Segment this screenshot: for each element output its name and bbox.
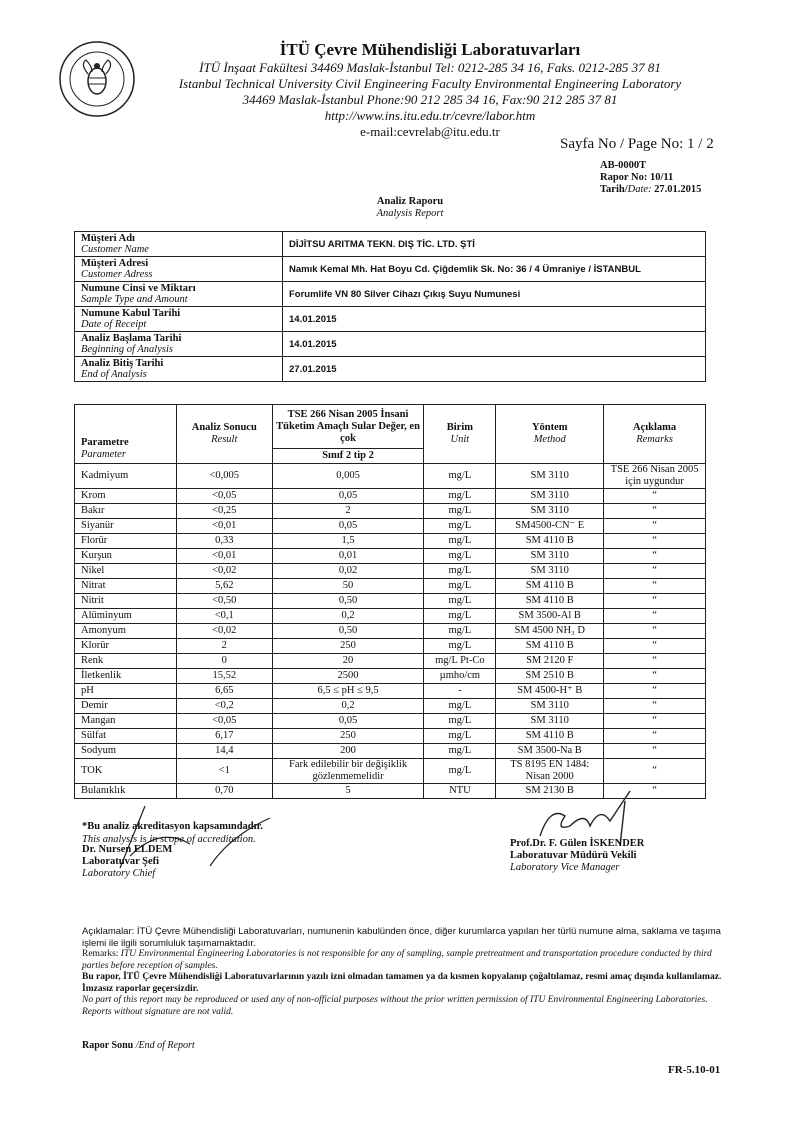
cell-method: SM 3110: [496, 549, 604, 564]
doc-code: AB-0000T: [600, 160, 647, 171]
cell-method: SM 4110 B: [496, 639, 604, 654]
cell-result: <0,05: [176, 714, 272, 729]
cell-result: 0: [176, 654, 272, 669]
cell-limit: 0,05: [272, 519, 424, 534]
cell-method: SM 4500-H⁺ B: [496, 684, 604, 699]
cell-limit: 2500: [272, 669, 424, 684]
col-header-result: Analiz Sonucu Result: [176, 405, 272, 464]
cell-method: SM 3110: [496, 504, 604, 519]
cell-param: Mangan: [75, 714, 177, 729]
result-row: [75, 594, 706, 609]
cell-result: 0,70: [176, 784, 272, 799]
cell-limit: 6,5 ≤ pH ≤ 9,5: [272, 684, 424, 699]
report-number: Rapor No: 10/11: [600, 172, 674, 183]
result-row: [75, 549, 706, 564]
footer-disclaimer: Açıklamalar: İTÜ Çevre Mühendisliği Laboratuvarları, numunenin kabulünden önce, diğer kurumlarca yapılan her türlü numune alma, saklama ve taşıma işlemi ile ilgili sorumluluk taşımamaktadır. Remarks: ITU Environmental Engineering Laboratories is not responsible for any of sampling, sample pretreatment and transportation procedure conducted by third parties before reception of samples. Bu rapor, İTÜ Çevre Mühendisliği Laboratuvarlarının yazılı izni olmadan tamamen ya da kısmen kopyalanıp çoğaltılamaz, resmi amaç dışında kullanılamaz. İmzasız raporlar geçersizdir. No part of this report may be reproduced or used any of non-official purposes without the prior written permission of ITU Environmental Engineering Laboratories. Reports without signature are not valid.: [82, 926, 722, 1017]
cell-remarks: TSE 266 Nisan 2005 için uygundur: [604, 464, 706, 489]
cell-method: SM 3110: [496, 714, 604, 729]
result-row: [75, 699, 706, 714]
report-title: Analiz Raporu Analysis Report: [376, 196, 444, 219]
cell-method: TS 8195 EN 1484: Nisan 2000: [496, 759, 604, 784]
cell-unit: mg/L: [424, 489, 496, 504]
cell-remarks: “: [604, 624, 706, 639]
cell-limit: 0,02: [272, 564, 424, 579]
col-header-unit: Birim Unit: [424, 405, 496, 464]
cell-result: <0,01: [176, 519, 272, 534]
result-row: [75, 534, 706, 549]
result-row: [75, 609, 706, 624]
cell-result: <0,2: [176, 699, 272, 714]
cell-limit: 50: [272, 579, 424, 594]
report-date: Tarih/Date: 27.01.2015: [600, 184, 702, 195]
cell-param: Bulanıklık: [75, 784, 177, 799]
report-refs: [600, 160, 701, 196]
cell-remarks: “: [604, 549, 706, 564]
cell-result: 6,65: [176, 684, 272, 699]
cell-result: 6,17: [176, 729, 272, 744]
accreditation-note: *Bu analiz akreditasyon kapsamındadır. This analysis is in scope of accreditation.: [82, 821, 263, 845]
cell-result: <0,01: [176, 549, 272, 564]
result-row: [75, 519, 706, 534]
cell-remarks: “: [604, 714, 706, 729]
info-label: Numune Kabul Tarihi Date of Receipt: [75, 307, 283, 332]
info-label: Müşteri Adı Customer Name: [75, 232, 283, 257]
cell-limit: 0,50: [272, 594, 424, 609]
form-code: FR-5.10-01: [668, 1064, 721, 1076]
customer-info-table: [74, 231, 706, 382]
cell-unit: mg/L: [424, 714, 496, 729]
cell-method: SM 4110 B: [496, 579, 604, 594]
cell-param: Kadmiyum: [75, 464, 177, 489]
cell-param: Klorür: [75, 639, 177, 654]
cell-unit: µmho/cm: [424, 669, 496, 684]
cell-unit: -: [424, 684, 496, 699]
cell-unit: mg/L: [424, 729, 496, 744]
cell-result: 5,62: [176, 579, 272, 594]
result-row: [75, 504, 706, 519]
cell-unit: mg/L: [424, 699, 496, 714]
lab-email[interactable]: e-mail:cevrelab@itu.edu.tr: [360, 124, 500, 139]
cell-result: 14,4: [176, 744, 272, 759]
cell-method: SM 3110: [496, 699, 604, 714]
cell-method: SM 3110: [496, 489, 604, 504]
cell-remarks: “: [604, 579, 706, 594]
cell-result: <0,02: [176, 564, 272, 579]
cell-limit: 20: [272, 654, 424, 669]
result-row: [75, 579, 706, 594]
cell-param: Nitrat: [75, 579, 177, 594]
cell-param: Nitrit: [75, 594, 177, 609]
cell-remarks: “: [604, 784, 706, 799]
cell-limit: 250: [272, 729, 424, 744]
cell-remarks: “: [604, 729, 706, 744]
itu-seal-logo: [58, 40, 136, 118]
cell-param: Siyanür: [75, 519, 177, 534]
info-value: 14.01.2015: [283, 332, 706, 357]
cell-param: Demir: [75, 699, 177, 714]
page-number: Sayfa No / Page No: 1 / 2: [560, 136, 714, 152]
results-table: [74, 404, 706, 799]
col-header-limit: TSE 266 Nisan 2005 İnsani Tüketim Amaçlı Sular Değer, en çok: [272, 405, 424, 449]
cell-result: <0,02: [176, 624, 272, 639]
info-value: DİJİTSU ARITMA TEKN. DIŞ TİC. LTD. ŞTİ: [283, 232, 706, 257]
cell-param: Nikel: [75, 564, 177, 579]
info-row: [75, 232, 706, 257]
cell-remarks: “: [604, 639, 706, 654]
cell-limit: 0,005: [272, 464, 424, 489]
info-value: 27.01.2015: [283, 357, 706, 382]
cell-result: <0,25: [176, 504, 272, 519]
cell-param: Krom: [75, 489, 177, 504]
cell-unit: NTU: [424, 784, 496, 799]
cell-remarks: “: [604, 489, 706, 504]
end-of-report: Rapor Sonu /End of Report: [82, 1040, 195, 1051]
cell-param: Kurşun: [75, 549, 177, 564]
lab-url[interactable]: http://www.ins.itu.edu.tr/cevre/labor.htm: [324, 108, 536, 123]
col-header-method: Yöntem Method: [496, 405, 604, 464]
cell-param: İletkenlik: [75, 669, 177, 684]
cell-remarks: “: [604, 759, 706, 784]
cell-method: SM 3500-Al B: [496, 609, 604, 624]
cell-limit: 0,01: [272, 549, 424, 564]
result-row: [75, 654, 706, 669]
cell-unit: mg/L: [424, 579, 496, 594]
cell-unit: mg/L: [424, 519, 496, 534]
cell-method: SM 3500-Na B: [496, 744, 604, 759]
cell-unit: mg/L Pt-Co: [424, 654, 496, 669]
cell-remarks: “: [604, 744, 706, 759]
cell-limit: 0,2: [272, 609, 424, 624]
cell-remarks: “: [604, 609, 706, 624]
cell-method: SM 4500 NH₃ D: [496, 624, 604, 639]
cell-unit: mg/L: [424, 639, 496, 654]
cell-unit: mg/L: [424, 504, 496, 519]
result-row: [75, 464, 706, 489]
result-row: [75, 639, 706, 654]
cell-method: SM 2120 F: [496, 654, 604, 669]
cell-method: SM 2130 B: [496, 784, 604, 799]
col-header-remarks: Açıklama Remarks: [604, 405, 706, 464]
info-row: [75, 332, 706, 357]
cell-result: 15,52: [176, 669, 272, 684]
cell-result: 2: [176, 639, 272, 654]
cell-unit: mg/L: [424, 549, 496, 564]
address-en-line1: Istanbul Technical University Civil Engineering Faculty Environmental Engineering Laboratory: [178, 76, 682, 91]
address-tr: İTÜ İnşaat Fakültesi 34469 Maslak-İstanbul Tel: 0212-285 34 16, Faks. 0212-285 37 81: [199, 60, 661, 75]
info-row: [75, 357, 706, 382]
col-header-parameter: Parametre Parameter: [75, 405, 177, 464]
info-label: Numune Cinsi ve Miktarı Sample Type and Amount: [75, 282, 283, 307]
cell-unit: mg/L: [424, 594, 496, 609]
cell-param: Renk: [75, 654, 177, 669]
cell-unit: mg/L: [424, 534, 496, 549]
result-row: [75, 624, 706, 639]
cell-remarks: “: [604, 669, 706, 684]
info-label: Analiz Bitiş Tarihi End of Analysis: [75, 357, 283, 382]
cell-unit: mg/L: [424, 744, 496, 759]
info-label: Müşteri Adresi Customer Adress: [75, 257, 283, 282]
cell-limit: 1,5: [272, 534, 424, 549]
cell-unit: mg/L: [424, 624, 496, 639]
cell-remarks: “: [604, 654, 706, 669]
cell-unit: mg/L: [424, 759, 496, 784]
cell-result: <0,05: [176, 489, 272, 504]
cell-limit: 0,50: [272, 624, 424, 639]
result-row: [75, 729, 706, 744]
cell-remarks: “: [604, 519, 706, 534]
info-row: [75, 307, 706, 332]
info-row: [75, 257, 706, 282]
info-value: 14.01.2015: [283, 307, 706, 332]
cell-limit: 0,05: [272, 489, 424, 504]
info-value: Namık Kemal Mh. Hat Boyu Cd. Çiğdemlik Sk. No: 36 / 4 Ümraniye / İSTANBUL: [283, 257, 706, 282]
cell-method: SM4500-CN⁻ E: [496, 519, 604, 534]
info-row: [75, 282, 706, 307]
lab-title: İTÜ Çevre Mühendisliği Laboratuvarları: [279, 40, 581, 59]
cell-method: SM 4110 B: [496, 534, 604, 549]
cell-method: SM 4110 B: [496, 729, 604, 744]
cell-method: SM 2510 B: [496, 669, 604, 684]
result-row: [75, 684, 706, 699]
cell-param: Sülfat: [75, 729, 177, 744]
cell-param: Florür: [75, 534, 177, 549]
cell-limit: 250: [272, 639, 424, 654]
cell-method: SM 3110: [496, 464, 604, 489]
signatory-right: Prof.Dr. F. Gülen İSKENDER Laboratuvar Müdürü Vekili Laboratory Vice Manager: [510, 838, 645, 873]
cell-limit: 5: [272, 784, 424, 799]
cell-remarks: “: [604, 684, 706, 699]
cell-result: <1: [176, 759, 272, 784]
result-row: [75, 759, 706, 784]
cell-limit: 0,2: [272, 699, 424, 714]
cell-result: 0,33: [176, 534, 272, 549]
cell-limit: 0,05: [272, 714, 424, 729]
cell-param: pH: [75, 684, 177, 699]
cell-remarks: “: [604, 699, 706, 714]
result-row: [75, 564, 706, 579]
cell-result: <0,1: [176, 609, 272, 624]
result-row: [75, 714, 706, 729]
cell-limit: 2: [272, 504, 424, 519]
address-en-line2: 34469 Maslak-İstanbul Phone:90 212 285 34 16, Fax:90 212 285 37 81: [242, 92, 618, 107]
cell-param: TOK: [75, 759, 177, 784]
result-row: [75, 744, 706, 759]
signatory-left: Dr. Nursen ELDEM Laboratuvar Şefi Laboratory Chief: [82, 844, 173, 879]
cell-param: Bakır: [75, 504, 177, 519]
cell-method: SM 3110: [496, 564, 604, 579]
cell-result: <0,005: [176, 464, 272, 489]
cell-method: SM 4110 B: [496, 594, 604, 609]
cell-remarks: “: [604, 564, 706, 579]
cell-unit: mg/L: [424, 464, 496, 489]
cell-remarks: “: [604, 534, 706, 549]
info-value: Forumlife VN 80 Silver Cihazı Çıkış Suyu Numunesi: [283, 282, 706, 307]
cell-param: Amonyum: [75, 624, 177, 639]
cell-limit: 200: [272, 744, 424, 759]
cell-result: <0,50: [176, 594, 272, 609]
cell-unit: mg/L: [424, 609, 496, 624]
cell-limit: Fark edilebilir bir değişiklik gözlenmemelidir: [272, 759, 424, 784]
result-row: [75, 669, 706, 684]
cell-remarks: “: [604, 594, 706, 609]
cell-param: Sodyum: [75, 744, 177, 759]
cell-unit: mg/L: [424, 564, 496, 579]
info-label: Analiz Başlama Tarihi Beginning of Analysis: [75, 332, 283, 357]
cell-remarks: “: [604, 504, 706, 519]
col-header-limit-class: Sınıf 2 tip 2: [272, 449, 424, 464]
cell-param: Alüminyum: [75, 609, 177, 624]
result-row: [75, 489, 706, 504]
lab-header: [150, 40, 710, 140]
